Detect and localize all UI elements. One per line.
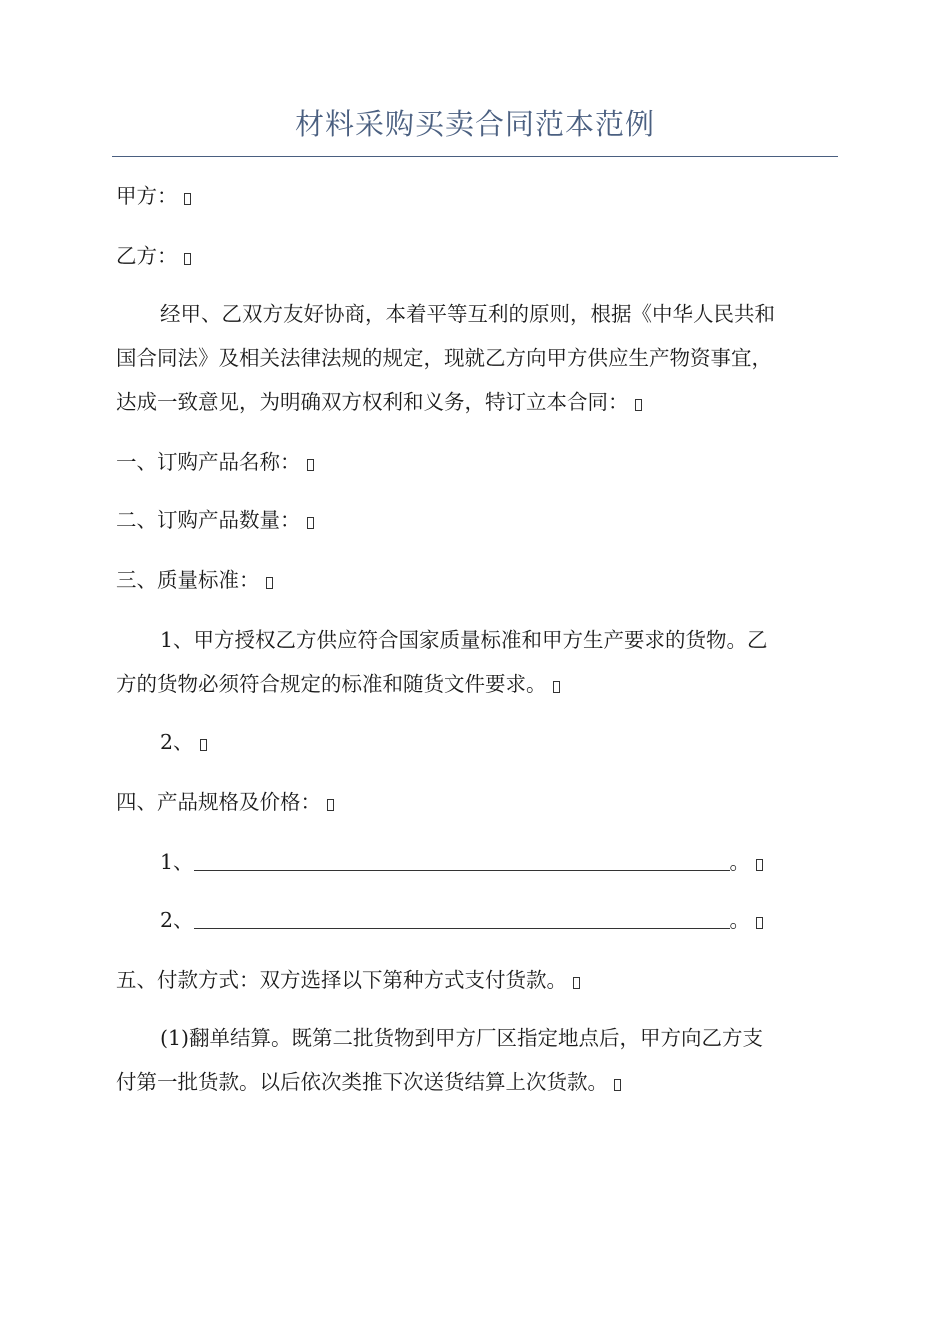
party-b-label: 乙方： xyxy=(116,244,178,268)
paragraph-mark-icon xyxy=(184,253,191,265)
spec-2-prefix: 2、 xyxy=(160,908,194,932)
paragraph-mark-icon xyxy=(307,459,314,471)
intro-line-2: 国合同法》及相关法律法规的规定，现就乙方向甲方供应生产物资事宜， xyxy=(116,346,772,370)
paragraph-mark-icon xyxy=(756,859,763,871)
paragraph-mark-icon xyxy=(756,917,763,929)
payment-1-line-2-text: 付第一批货款。以后依次类推下次送货结算上次货款。 xyxy=(116,1070,608,1094)
section-5-text: 五、付款方式：双方选择以下第种方式支付货款。 xyxy=(116,968,567,992)
paragraph-mark-icon xyxy=(307,517,314,529)
party-b-line xyxy=(116,234,836,278)
quality-1-line-2-text: 方的货物必须符合规定的标准和随货文件要求。 xyxy=(116,672,547,696)
title-divider xyxy=(112,156,838,157)
section-2-text: 二、订购产品数量： xyxy=(116,508,301,532)
intro-line-3-text: 达成一致意见，为明确双方权利和义务，特订立本合同： xyxy=(116,390,629,414)
paragraph-mark-icon xyxy=(614,1079,621,1091)
section-3-text: 三、质量标准： xyxy=(116,568,260,592)
paragraph-mark-icon xyxy=(553,681,560,693)
party-a-line xyxy=(116,174,836,218)
intro-line-3 xyxy=(116,380,836,424)
quality-2-line xyxy=(160,720,836,764)
paragraph-mark-icon xyxy=(573,977,580,989)
section-5-heading xyxy=(116,958,836,1002)
paragraph-mark-icon xyxy=(635,399,642,411)
paragraph-mark-icon xyxy=(327,799,334,811)
spec-1-prefix: 1、 xyxy=(160,850,194,874)
party-a-label: 甲方： xyxy=(116,184,178,208)
document-title: 材料采购买卖合同范本范例 xyxy=(294,107,655,141)
section-4-text: 四、产品规格及价格： xyxy=(116,790,321,814)
quality-2-text: 2、 xyxy=(160,730,194,754)
section-2-heading xyxy=(116,498,836,542)
section-1-text: 一、订购产品名称： xyxy=(116,450,301,474)
spec-1-line xyxy=(160,840,836,884)
section-4-heading xyxy=(116,780,836,824)
spec-2-blank xyxy=(194,906,730,929)
intro-line-1: 经甲、乙双方友好协商，本着平等互利的原则，根据《中华人民共和 xyxy=(160,302,775,326)
payment-1-line-2 xyxy=(116,1060,836,1104)
section-1-heading xyxy=(116,440,836,484)
section-3-heading xyxy=(116,558,836,602)
paragraph-mark-icon xyxy=(200,739,207,751)
paragraph-mark-icon xyxy=(266,577,273,589)
quality-1-line-2 xyxy=(116,662,836,706)
spec-2-line xyxy=(160,898,836,942)
spec-2-suffix: 。 xyxy=(729,908,751,932)
payment-1-line-1: (1)翻单结算。既第二批货物到甲方厂区指定地点后，甲方向乙方支 xyxy=(160,1026,764,1050)
spec-1-suffix: 。 xyxy=(729,850,751,874)
spec-1-blank xyxy=(194,848,730,871)
quality-1-line-1: 1、甲方授权乙方供应符合国家质量标准和甲方生产要求的货物。乙 xyxy=(160,628,768,652)
paragraph-mark-icon xyxy=(184,193,191,205)
